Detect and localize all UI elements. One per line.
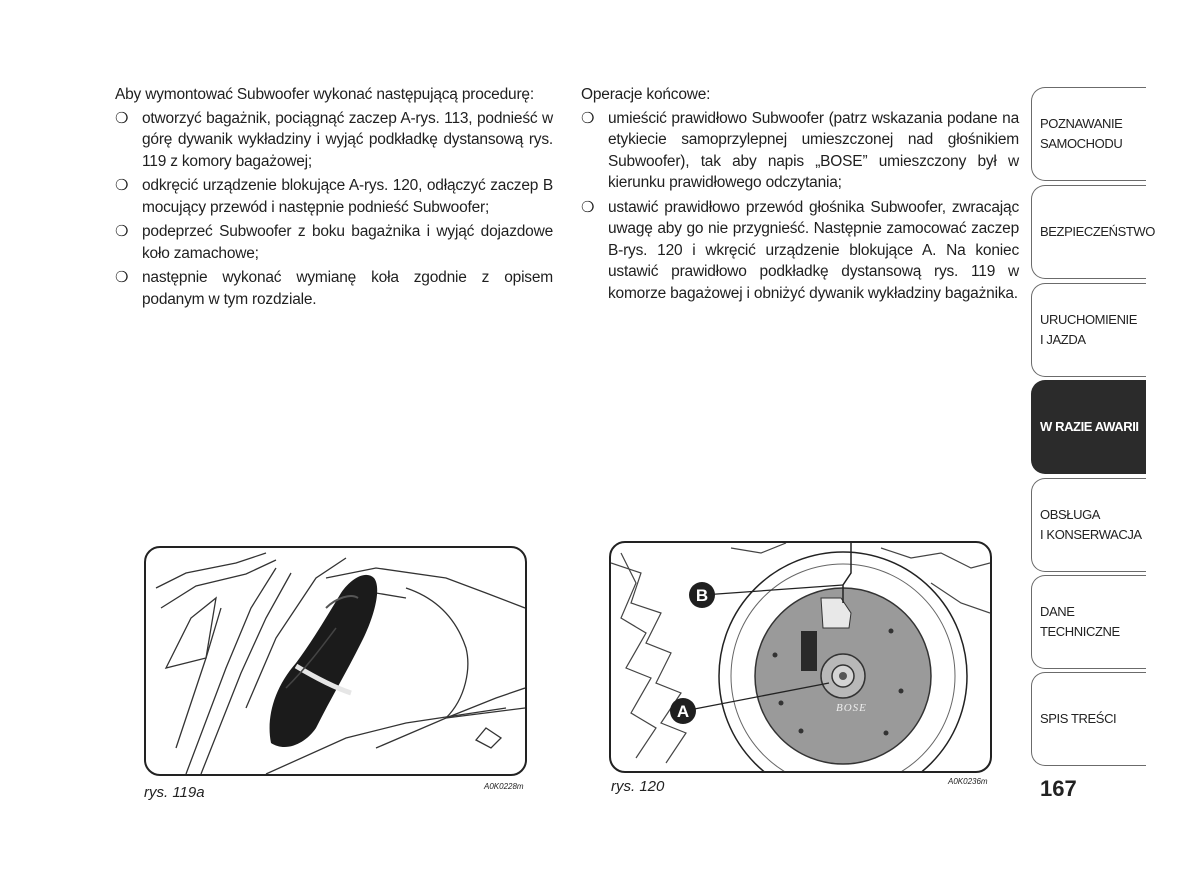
bullet-icon: ❍ xyxy=(115,109,129,127)
tab-uruchomienie-i-jazda[interactable]: URUCHOMIENIE I JAZDA xyxy=(1031,283,1146,377)
bullet-icon: ❍ xyxy=(581,109,595,127)
tab-dane-techniczne[interactable]: DANE TECHNICZNE xyxy=(1031,575,1146,669)
figure-119a xyxy=(144,546,527,776)
bullet-icon: ❍ xyxy=(115,177,129,194)
list-item: ❍ otworzyć bagażnik, pociągnąć zaczep A-rys. 113, podnieść w górę dywanik wykładziny i wyjąć podkładkę dystansową rys. 119 z komory bagażowej; xyxy=(115,109,553,170)
figure-120-caption: rys. 120 xyxy=(611,778,665,795)
subwoofer-removal-illustration xyxy=(146,548,525,774)
left-intro: Aby wymontować Subwoofer wykonać następującą procedurę: xyxy=(115,86,534,103)
svg-text:B: B xyxy=(695,586,709,605)
bullet-icon: ❍ xyxy=(581,198,595,216)
list-item: ❍ podeprzeć Subwoofer z boku bagażnika i wyjąć dojazdowe koło zamachowe; xyxy=(115,223,553,262)
list-item: ❍ następnie wykonać wymianę koła zgodnie z opisem podanym w tym rozdziale. xyxy=(115,269,553,308)
left-text-column xyxy=(115,84,553,313)
right-step-list xyxy=(581,108,1019,305)
tab-poznawanie-samochodu[interactable]: POZNAWANIE SAMOCHODU xyxy=(1031,87,1146,181)
figure-119a-code: A0K0228m xyxy=(484,782,524,791)
bose-logo: BOSE xyxy=(836,702,867,714)
tab-bezpieczenstwo[interactable]: BEZPIECZEŃSTWO xyxy=(1031,185,1146,279)
bullet-icon: ❍ xyxy=(115,223,129,240)
subwoofer-in-spare-wheel-illustration xyxy=(611,543,990,771)
left-step-list xyxy=(115,108,553,311)
figure-120-code: A0K0236m xyxy=(948,777,988,786)
tab-w-razie-awarii[interactable]: W RAZIE AWARII xyxy=(1031,380,1146,474)
list-item: ❍ umieścić prawidłowo Subwoofer (patrz wskazania podane na etykiecie samoprzylepnej umieszczonej nad głośnikiem Subwoofer), tak aby napis „BOSE” umieszczony był w kierunku prawidłowego odczytania; xyxy=(581,109,1019,191)
subwoofer-cable-shape xyxy=(270,575,378,747)
page-number: 167 xyxy=(1040,776,1077,801)
right-intro: Operacje końcowe: xyxy=(581,86,711,103)
bullet-icon: ❍ xyxy=(115,269,129,286)
right-text-column xyxy=(581,84,1019,307)
figure-120 xyxy=(609,541,992,773)
tab-spis-tresci[interactable]: SPIS TREŚCI xyxy=(1031,672,1146,766)
subwoofer-label-plate xyxy=(801,631,817,671)
svg-text:A: A xyxy=(676,702,690,721)
list-item: ❍ odkręcić urządzenie blokujące A-rys. 120, odłączyć zaczep B mocujący przewód i następnie podnieść Subwoofer; xyxy=(115,177,553,216)
list-item: ❍ ustawić prawidłowo przewód głośnika Subwoofer, zwracając uwagę aby go nie przygnieść. Następnie zamocować zaczep B-rys. 120 i wkręcić urządzenie blokujące A. Na koniec ustawić prawidłowo podkładkę dystansową rys. 119 w komorze bagażowej i obniżyć dywanik wykładziny bagażnika. xyxy=(581,198,1019,302)
figure-119a-caption: rys. 119a xyxy=(144,784,205,801)
tab-obsluga-i-konserwacja[interactable]: OBSŁUGA I KONSERWACJA xyxy=(1031,478,1146,572)
